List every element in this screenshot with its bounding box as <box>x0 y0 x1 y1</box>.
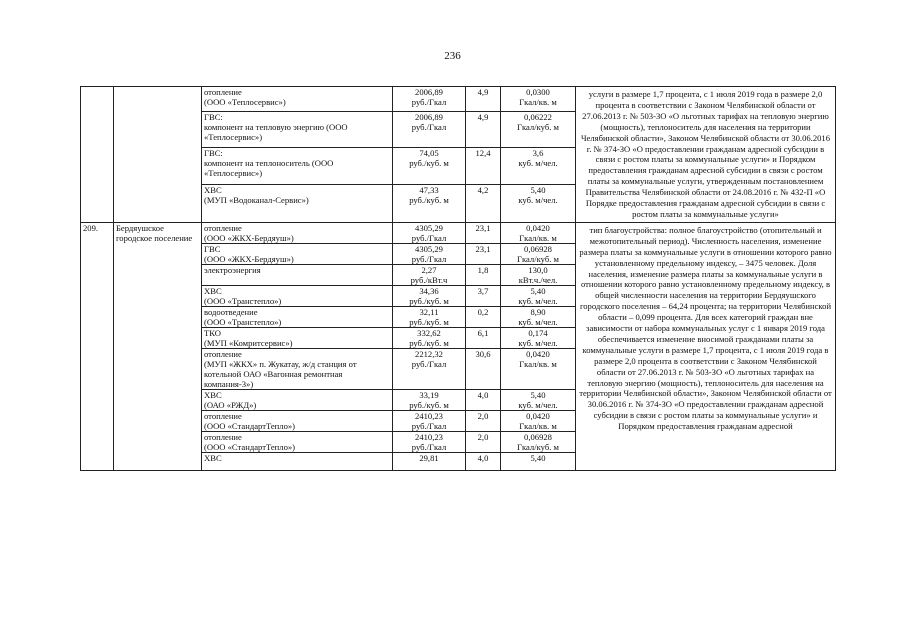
change-percent: 4,0 <box>466 389 501 410</box>
service-name: ГВС <box>204 243 221 254</box>
service-name: ГВС: <box>204 148 223 159</box>
tariff-cell <box>393 389 466 410</box>
consumption-unit: Гкал/куб. м <box>517 441 559 452</box>
change-percent: 12,4 <box>466 148 501 185</box>
consumption-unit: куб. м/чел. <box>518 158 558 169</box>
change-percent: 4,2 <box>466 185 501 223</box>
change-percent: 4,9 <box>466 111 501 148</box>
consumption-value: 0,0300 <box>526 87 550 97</box>
service-name: отопление <box>204 222 242 233</box>
tariff-value: 2006,89 <box>415 87 443 97</box>
consumption-value: 5,40 <box>530 389 546 400</box>
service-provider: (МУП «Комритсервис») <box>204 337 293 348</box>
consumption-value: 0,0420 <box>526 410 550 421</box>
consumption-unit: куб. м/чел. <box>518 399 558 410</box>
tariff-value: 4305,29 <box>415 243 443 254</box>
tariff-cell <box>393 111 466 148</box>
service-cell <box>202 185 393 223</box>
service-cell <box>202 243 393 264</box>
tariff-unit: руб./Гкал <box>411 232 447 243</box>
service-provider: (МУП «Водоканал-Сервис») <box>204 195 309 206</box>
tariff-unit: руб./Гкал <box>411 420 447 431</box>
service-provider: компонент на теплоноситель (ООО «Теплосервис») <box>204 158 334 179</box>
consumption-value: 3,6 <box>532 148 544 159</box>
tariff-unit: руб./кВт.ч <box>410 274 448 285</box>
service-name: водоотведение <box>204 306 258 317</box>
consumption-cell <box>501 87 576 112</box>
service-name: электроэнергия <box>204 264 261 275</box>
service-cell <box>202 111 393 148</box>
tariff-unit: руб./куб. м <box>409 316 449 327</box>
tariff-cell <box>393 285 466 306</box>
table-row <box>81 222 836 243</box>
service-name: ХВС <box>204 185 222 196</box>
service-provider: (ООО «СтандартТепло») <box>204 441 296 452</box>
consumption-unit: кВт.ч./чел. <box>518 274 558 285</box>
change-percent: 23,1 <box>466 243 501 264</box>
table-row <box>81 87 836 112</box>
row-number: 209. <box>81 222 114 470</box>
service-name: ХВС <box>204 389 222 400</box>
consumption-unit: Гкал/кв. м <box>519 358 557 369</box>
consumption-value: 5,40 <box>530 185 546 196</box>
consumption-unit: Гкал/куб. м <box>517 253 559 264</box>
service-name: ХВС <box>204 285 222 296</box>
consumption-cell <box>501 389 576 410</box>
tariff-cell <box>393 148 466 185</box>
service-provider: (ООО «СтандартТепло») <box>204 420 296 431</box>
change-percent: 2,0 <box>466 431 501 452</box>
consumption-value: 0,06928 <box>524 243 552 254</box>
service-provider: (ООО «Теплосервис») <box>204 97 286 107</box>
tariff-unit: руб./Гкал <box>411 253 447 264</box>
service-provider: (ООО «Транстепло») <box>204 295 282 306</box>
tariff-value: 47,33 <box>419 185 439 196</box>
change-percent: 1,8 <box>466 264 501 285</box>
service-cell <box>202 87 393 112</box>
settlement-name <box>114 87 202 223</box>
consumption-value: 0,06222 <box>524 111 552 122</box>
tariff-cell <box>393 410 466 431</box>
consumption-value: 8,90 <box>530 306 546 317</box>
tariff-unit: руб./куб. м <box>409 399 449 410</box>
settlement-name: Бердяушское городское поселение <box>114 222 202 470</box>
consumption-unit: куб. м/чел. <box>518 316 558 327</box>
change-percent: 4,0 <box>466 452 501 470</box>
change-percent: 6,1 <box>466 327 501 348</box>
row-number <box>81 87 114 223</box>
consumption-cell <box>501 431 576 452</box>
consumption-unit: Гкал/кв. м <box>519 97 557 107</box>
tariff-cell <box>393 306 466 327</box>
tariff-value: 2006,89 <box>415 111 443 122</box>
service-cell <box>202 285 393 306</box>
tariff-value: 74,05 <box>419 148 439 159</box>
tariff-cell <box>393 243 466 264</box>
service-cell <box>202 348 393 389</box>
tariff-cell <box>393 431 466 452</box>
consumption-value: 5,40 <box>530 452 546 463</box>
change-percent: 0,2 <box>466 306 501 327</box>
consumption-value: 5,40 <box>530 285 546 296</box>
tariff-value: 29,81 <box>419 452 439 463</box>
tariff-cell <box>393 87 466 112</box>
tariff-value: 2212,32 <box>415 348 443 359</box>
tariff-cell <box>393 452 466 470</box>
consumption-unit: куб. м/чел. <box>518 295 558 306</box>
note-text: тип благоустройства: полное благоустройство (отопительный и межотопительный период). Численность населения, изменение размера платы за коммунальные услуги в отношении которого равно установленному предельному индексу, – 3475 человек. Доля населения, изменение размера платы за коммунальные услуги в отношении которого равно установленному предельному индексу, в общей численности населения на территории Бердяушского городского поселения – 64,24 процента; на территории Челябинской области – 0,099 процента. Для всех категорий граждан вне зависимости от набора коммунальных услуг с 1 января 2019 года обеспечивается изменение вносимой гражданами платы за коммунальные услуги в размере 1,7 процента, с 1 июля 2019 года в размере 2,0 процента в соответствии с Законом Челябинской области от 27.06.2013 г. № 503-ЗО «О льготных тарифах на тепловую энергию (мощность), теплоноситель для населения на территории Челябинской области», Законом Челябинской области от 30.06.2016 г. № 374-ЗО «О предоставлении гражданам адресной субсидии в связи с ростом платы за коммунальные услуги» и Порядком предоставления гражданам адресной <box>576 222 836 470</box>
tariff-value: 2,27 <box>421 264 437 275</box>
consumption-cell <box>501 306 576 327</box>
consumption-unit: куб. м/чел. <box>518 337 558 348</box>
service-provider: (ООО «ЖКХ-Бердяуш») <box>204 253 294 264</box>
tariff-unit: руб./Гкал <box>411 358 447 369</box>
tariff-unit: руб./куб. м <box>409 158 449 169</box>
consumption-unit: куб. м/чел. <box>518 195 558 206</box>
service-cell <box>202 264 393 285</box>
tariff-unit: руб./Гкал <box>411 121 447 132</box>
consumption-value: 0,174 <box>528 327 548 338</box>
service-cell <box>202 452 393 470</box>
tariff-value: 32,11 <box>419 306 439 317</box>
service-name: отопление <box>204 87 242 97</box>
consumption-cell <box>501 148 576 185</box>
service-cell <box>202 389 393 410</box>
service-cell <box>202 410 393 431</box>
consumption-unit: Гкал/куб. м <box>517 121 559 132</box>
tariff-cell <box>393 348 466 389</box>
page-number: 236 <box>444 50 461 62</box>
consumption-unit: Гкал/кв. м <box>519 232 557 243</box>
change-percent: 2,0 <box>466 410 501 431</box>
consumption-cell <box>501 452 576 470</box>
service-cell <box>202 306 393 327</box>
service-provider: компонент на тепловую энергию (ООО «Теплосервис») <box>204 121 348 142</box>
service-cell <box>202 431 393 452</box>
change-percent: 4,9 <box>466 87 501 112</box>
service-name: отопление <box>204 410 242 421</box>
tariff-value: 33,19 <box>419 389 439 400</box>
consumption-cell <box>501 327 576 348</box>
service-provider: (ООО «Транстепло») <box>204 316 282 327</box>
service-provider: (МУП «ЖКХ» п. Жукатау, ж/д станция от котельной ОАО «Вагонная ремонтная компания-3») <box>204 358 357 389</box>
consumption-value: 130,0 <box>528 264 548 275</box>
tariff-unit: руб./куб. м <box>409 195 449 206</box>
consumption-cell <box>501 111 576 148</box>
tariff-value: 2410,23 <box>415 410 443 421</box>
tariff-value: 332,62 <box>417 327 441 338</box>
change-percent: 30,6 <box>466 348 501 389</box>
tariff-cell <box>393 222 466 243</box>
consumption-cell <box>501 185 576 223</box>
service-cell <box>202 327 393 348</box>
consumption-cell <box>501 348 576 389</box>
consumption-value: 0,0420 <box>526 222 550 233</box>
tariff-value: 2410,23 <box>415 431 443 442</box>
service-name: ТКО <box>204 327 221 338</box>
tariff-value: 34,36 <box>419 285 439 296</box>
consumption-unit: Гкал/кв. м <box>519 420 557 431</box>
service-name: ХВС <box>204 452 222 463</box>
note-text: услуги в размере 1,7 процента, с 1 июля 2019 года в размере 2,0 процента в соответствии с Законом Челябинской области от 27.06.2013 г. № 503-ЗО «О льготных тарифах на тепловую энергию (мощность), теплоноситель для населения на территории Челябинской области», Законом Челябинской области от 30.06.2016 г. № 374-ЗО «О предоставлении гражданам адресной субсидии в связи с ростом платы за коммунальные услуги» и Порядком предоставления гражданам адресной субсидии в связи с ростом платы за коммунальные услуги, утвержденным постановлением Правительства Челябинской области от 24.08.2016 г. № 432-П «О Порядке предоставления гражданам адресной субсидии в связи с ростом платы за коммунальные услуги» <box>576 87 836 223</box>
tariff-value: 4305,29 <box>415 222 443 233</box>
tariff-cell <box>393 264 466 285</box>
consumption-cell <box>501 285 576 306</box>
tariff-unit: руб./Гкал <box>411 97 447 107</box>
tariff-cell <box>393 185 466 223</box>
tariff-unit: руб./куб. м <box>409 337 449 348</box>
service-provider: (ООО «ЖКХ-Бердяуш») <box>204 232 294 243</box>
service-cell <box>202 148 393 185</box>
consumption-cell <box>501 264 576 285</box>
tariff-unit: руб./куб. м <box>409 295 449 306</box>
service-name: отопление <box>204 348 242 359</box>
service-provider: (ОАО «РЖД») <box>204 399 257 410</box>
consumption-cell <box>501 222 576 243</box>
tariff-unit: руб./Гкал <box>411 441 447 452</box>
consumption-cell <box>501 243 576 264</box>
consumption-value: 0,0420 <box>526 348 550 359</box>
consumption-value: 0,06928 <box>524 431 552 442</box>
change-percent: 23,1 <box>466 222 501 243</box>
tariff-table <box>80 86 836 471</box>
service-name: ГВС: <box>204 111 223 122</box>
service-cell <box>202 222 393 243</box>
service-name: отопление <box>204 431 242 442</box>
change-percent: 3,7 <box>466 285 501 306</box>
consumption-cell <box>501 410 576 431</box>
tariff-cell <box>393 327 466 348</box>
